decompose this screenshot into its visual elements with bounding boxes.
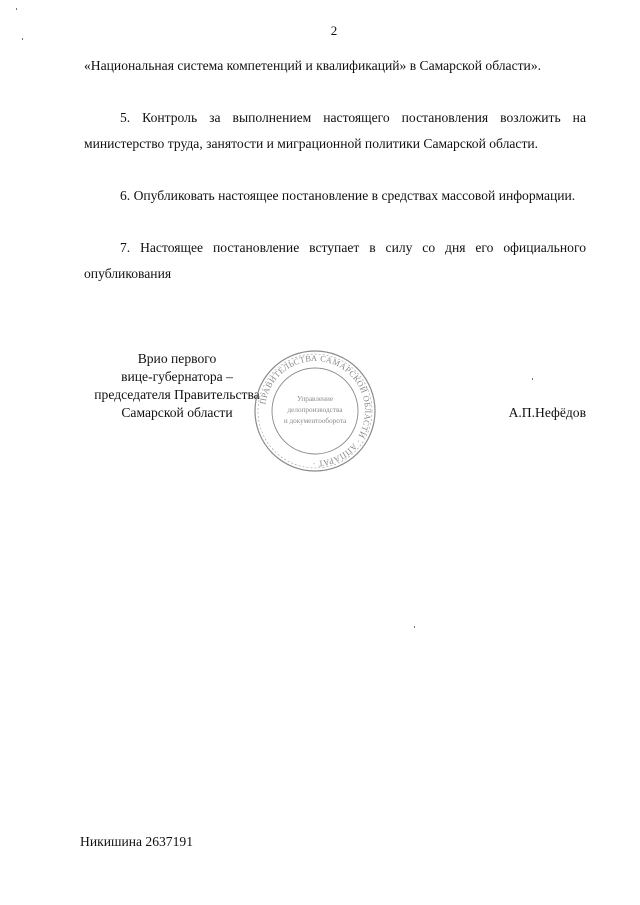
signatory-position-line: Врио первого <box>137 351 217 366</box>
scan-speck <box>532 378 533 380</box>
signatory-position-line: Самарской области <box>121 405 233 420</box>
seal-inner-line: и документооборота <box>283 417 347 425</box>
paragraph-item-5: 5. Контроль за выполнением настоящего постановления возложить на министерство труда, занятости и миграционной политики Самарской области. <box>84 110 586 151</box>
signatory-position <box>80 350 274 422</box>
page-number: 2 <box>330 23 338 38</box>
paragraph-item-7: 7. Настоящее постановление вступает в силу со дня его официального опубликования <box>84 240 586 281</box>
official-seal-stamp <box>252 348 378 474</box>
paragraph-item-6: 6. Опубликовать настоящее постановление в средствах массовой информации. <box>120 188 576 203</box>
paragraph-continuation: «Национальная система компетенций и квалификаций» в Самарской области». <box>84 58 542 73</box>
scan-speck <box>22 38 23 40</box>
scan-speck <box>16 8 17 10</box>
seal-inner-line: Управление <box>296 395 334 403</box>
signatory-name: А.П.Нефёдов <box>508 405 586 420</box>
executor-contact: Никишина 2637191 <box>80 834 193 849</box>
seal-outer-text: ПРАВИТЕЛЬСТВА САМАРСКОЙ ОБЛАСТИ · АППАРАТ · <box>257 352 374 470</box>
signatory-position-line: председателя Правительства <box>94 387 260 402</box>
scan-speck <box>414 626 415 628</box>
seal-inner-line: делопроизводства <box>287 406 343 414</box>
signatory-position-line: вице-губернатора – <box>121 369 233 384</box>
